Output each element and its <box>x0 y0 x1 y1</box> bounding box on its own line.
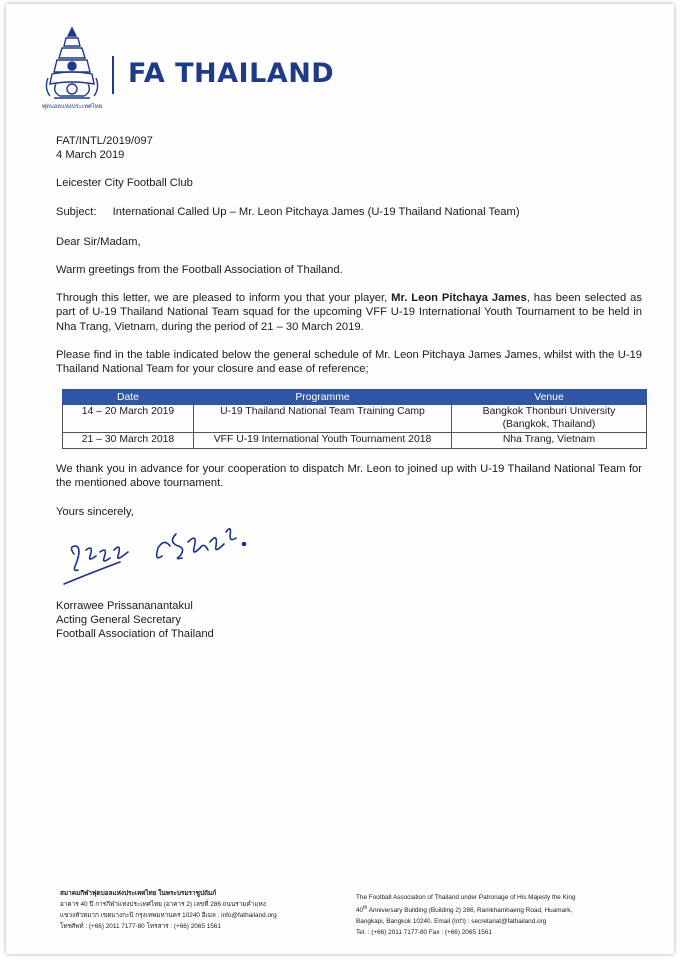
signer-organization: Football Association of Thailand <box>56 628 214 640</box>
emblem-caption: ฟุตบอลแห่งประเทศไทย <box>42 103 102 110</box>
footer-thai-address <box>60 888 277 932</box>
schedule-header-row <box>63 390 647 405</box>
paragraph-selection-text-end: , has been selected as part of U-19 Thailand National Team squad for the upcoming VFF U-19 International Youth Tournament to be held in Nha Trang, Vietnam, during the period of 21 – 30 March 2019. <box>56 292 642 333</box>
subject-label: Subject: <box>56 206 97 218</box>
row-venue <box>452 405 647 433</box>
schedule-table <box>62 389 647 449</box>
footer-right-line-4: Tel. : (+66) 2011 7177-80 Fax : (+66) 2065 1561 <box>356 929 492 937</box>
row-date: 14 – 20 March 2019 <box>63 405 194 433</box>
footer-left-line-1: สมาคมกีฬาฟุตบอลแห่งประเทศไทย ในพระบรมราชูปถัมภ์ <box>60 890 217 897</box>
brand-name: FA THAILAND <box>128 58 335 89</box>
row-programme: VFF U-19 International Youth Tournament 2018 <box>194 433 452 449</box>
table-row <box>63 405 647 433</box>
subject-text: International Called Up – Mr. Leon Pitchaya James (U-19 Thailand National Team) <box>112 206 520 218</box>
header-programme: Programme <box>194 390 452 405</box>
venue-line-1: Nha Trang, Vietnam <box>502 434 596 445</box>
subject-line <box>56 205 520 219</box>
footer-english-address <box>356 892 575 938</box>
paragraph-selection-text: Through this letter, we are pleased to inform you that your player, <box>56 292 392 304</box>
player-name: Mr. Leon Pitchaya James <box>391 292 527 304</box>
venue-line-2: (Bangkok, Thailand) <box>502 418 596 430</box>
header-date: Date <box>63 390 194 405</box>
paragraph-thanks: We thank you in advance for your cooperation to dispatch Mr. Leon to joined up with U-19 Thailand National Team for the mentioned above tournament. <box>56 463 642 490</box>
venue-line-1: Bangkok Thonburi University <box>482 406 616 417</box>
handwritten-signature-icon <box>58 512 268 592</box>
footer-right-line-2-num: 40 <box>356 907 364 915</box>
footer-right-line-2 <box>356 903 575 916</box>
paragraph-schedule-intro: Please find in the table indicated below the general schedule of Mr. Leon Pitchaya James James, whilst with the U-19 Thailand National Team for your closure and ease of reference; <box>56 349 642 376</box>
footer-left-line-4: โทรศัพท์ : (+66) 2011 7177-80 โทรสาร : (+66) 2065 1561 <box>60 923 221 930</box>
footer-left-line-2: อาคาร 40 ปี การกีฬาแห่งประเทศไทย (อาคาร 2) เลขที่ 286 ถนนรามคำแหง <box>60 901 266 908</box>
fa-thailand-emblem-icon <box>42 26 102 112</box>
footer-right-line-2-text: Anniversary Building (Building 2) 286, Ramkhamhaeng Road, Huamark, <box>367 907 573 915</box>
header-venue: Venue <box>452 390 647 405</box>
row-venue <box>452 433 647 449</box>
salutation: Dear Sir/Madam, <box>56 236 141 248</box>
row-programme: U-19 Thailand National Team Training Camp <box>194 405 452 433</box>
table-row <box>63 433 647 449</box>
footer-right-line-3: Bangkapi, Bangkok 10240. Email (Int'l) : secretariat@fathailand.org <box>356 918 547 926</box>
letter-page <box>6 4 674 954</box>
paragraph-selection <box>56 291 642 334</box>
recipient: Leicester City Football Club <box>56 177 193 189</box>
signer-name: Korrawee Prissananantakul <box>56 600 193 612</box>
footer-right-line-1: The Football Association of Thailand under Patronage of His Majesty the King <box>356 894 576 901</box>
greeting: Warm greetings from the Football Association of Thailand. <box>56 264 343 276</box>
letter-date: 4 March 2019 <box>56 149 125 161</box>
reference-number: FAT/INTL/2019/097 <box>56 135 153 147</box>
row-date: 21 – 30 March 2018 <box>63 433 194 449</box>
signer-title: Acting General Secretary <box>56 614 181 626</box>
brand-divider <box>112 56 114 94</box>
closing: Yours sincerely, <box>56 506 134 518</box>
footer-left-line-3: แขวงหัวหมาก เขตบางกะปิ กรุงเทพมหานคร 10240 อีเมล : info@fathailand.org <box>60 912 277 919</box>
footer-right-line-2-sup: th <box>363 905 368 911</box>
